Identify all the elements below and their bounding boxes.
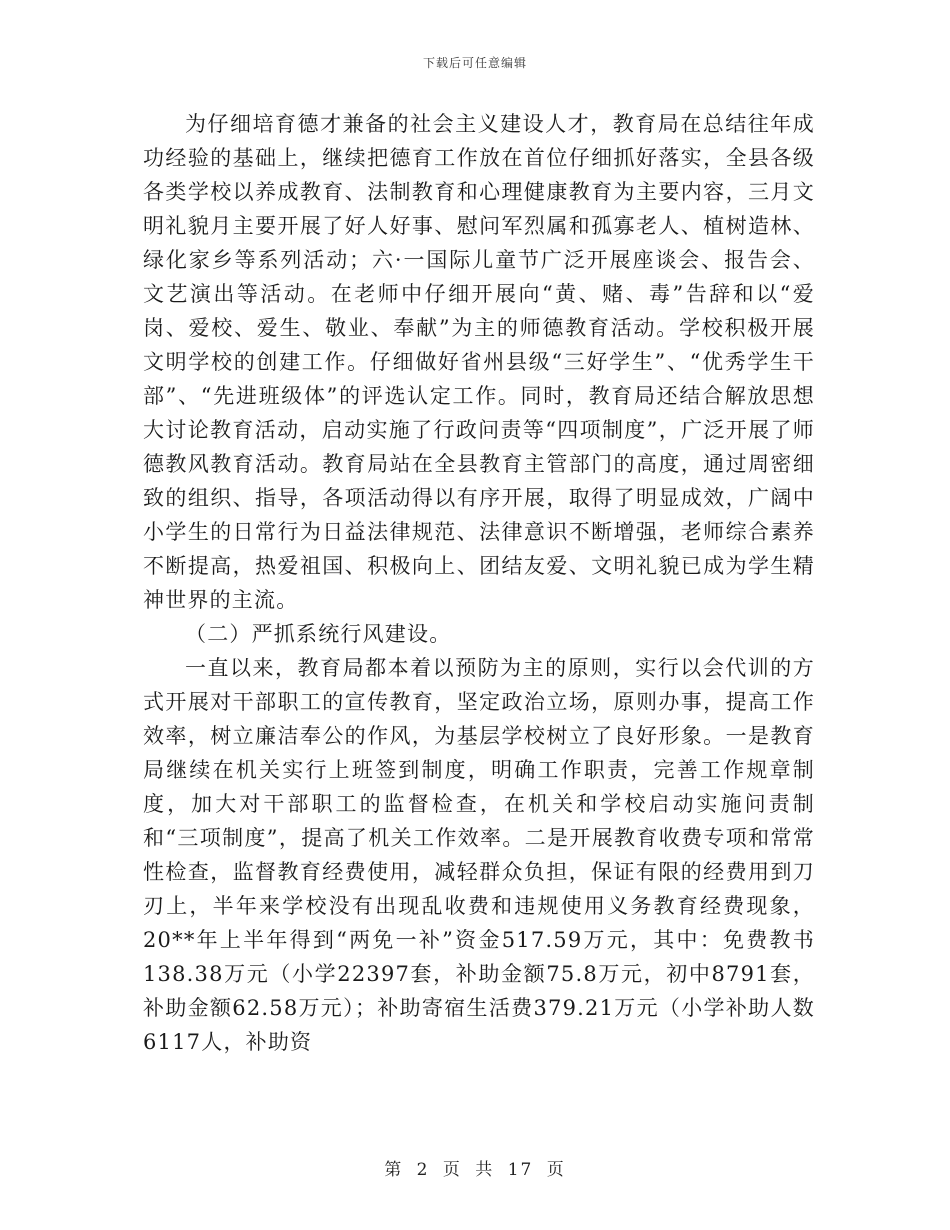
paragraph-moral-education: 为仔细培育德才兼备的社会主义建设人才，教育局在总结往年成功经验的基础上，继续把德育工作放在首位仔细抓好落实，全县各级各类学校以养成教育、法制教育和心理健康教育为主要内容，三月文明礼貌月主要开展了好人好事、慰问军烈属和孤寡老人、植树造林、绿化家乡等系列活动；六·一国际儿童节广泛开展座谈会、报告会、文艺演出等活动。在老师中仔细开展向“黄、赌、毒”告辞和以“爱岗、爱校、爱生、敬业、奉献”为主的师德教育活动。学校积极开展文明学校的创建工作。仔细做好省州县级“三好学生”、“优秀学生干部”、“先进班级体”的评选认定工作。同时，教育局还结合解放思想大讨论教育活动，启动实施了行政问责等“四项制度”，广泛开展了师德教风教育活动。教育局站在全县教育主管部门的高度，通过周密细致的组织、指导，各项活动得以有序开展，取得了明显成效，广阔中小学生的日常行为日益法律规范、法律意识不断增强，老师综合素养不断提高，热爱祖国、积极向上、团结友爱、文明礼貌已成为学生精神世界的主流。 xyxy=(143,112,815,612)
section-heading: （二）严抓系统行风建设。 xyxy=(185,622,452,646)
footer-label-total: 共 xyxy=(475,1160,495,1180)
page-header-note: 下载后可任意编辑 xyxy=(422,56,527,70)
footer-total-pages: 17 xyxy=(507,1160,534,1180)
page-number-footer xyxy=(0,1155,950,1180)
paragraph-conduct-building: 一直以来，教育局都本着以预防为主的原则，实行以会代训的方式开展对干部职工的宣传教育，坚定政治立场，原则办事，提高工作效率，树立廉洁奉公的作风，为基层学校树立了良好形象。一是教育局继续在机关实行上班签到制度，明确工作职责，完善工作规章制度，加大对干部职工的监督检查，在机关和学校启动实施问责制和“三项制度”，提高了机关工作效率。二是开展教育收费专项和常常性检查，监督教育经费使用，减轻群众负担，保证有限的经费用到刀刃上，半年来学校没有出现乱收费和违规使用义务教育经费现象，20**年上半年得到“两免一补”资金517.59万元，其中：免费教书138.38万元（小学22397套，补助金额75.8万元，初中8791套，补助金额62.58万元）；补助寄宿生活费379.21万元（小学补助人数6117人，补助资 xyxy=(143,656,815,1054)
footer-label-page: 第 xyxy=(384,1160,404,1180)
footer-label-end: 页 xyxy=(546,1160,566,1180)
footer-current-page: 2 xyxy=(416,1160,430,1180)
document-body xyxy=(143,107,815,1059)
footer-label-mid: 页 xyxy=(442,1160,462,1180)
